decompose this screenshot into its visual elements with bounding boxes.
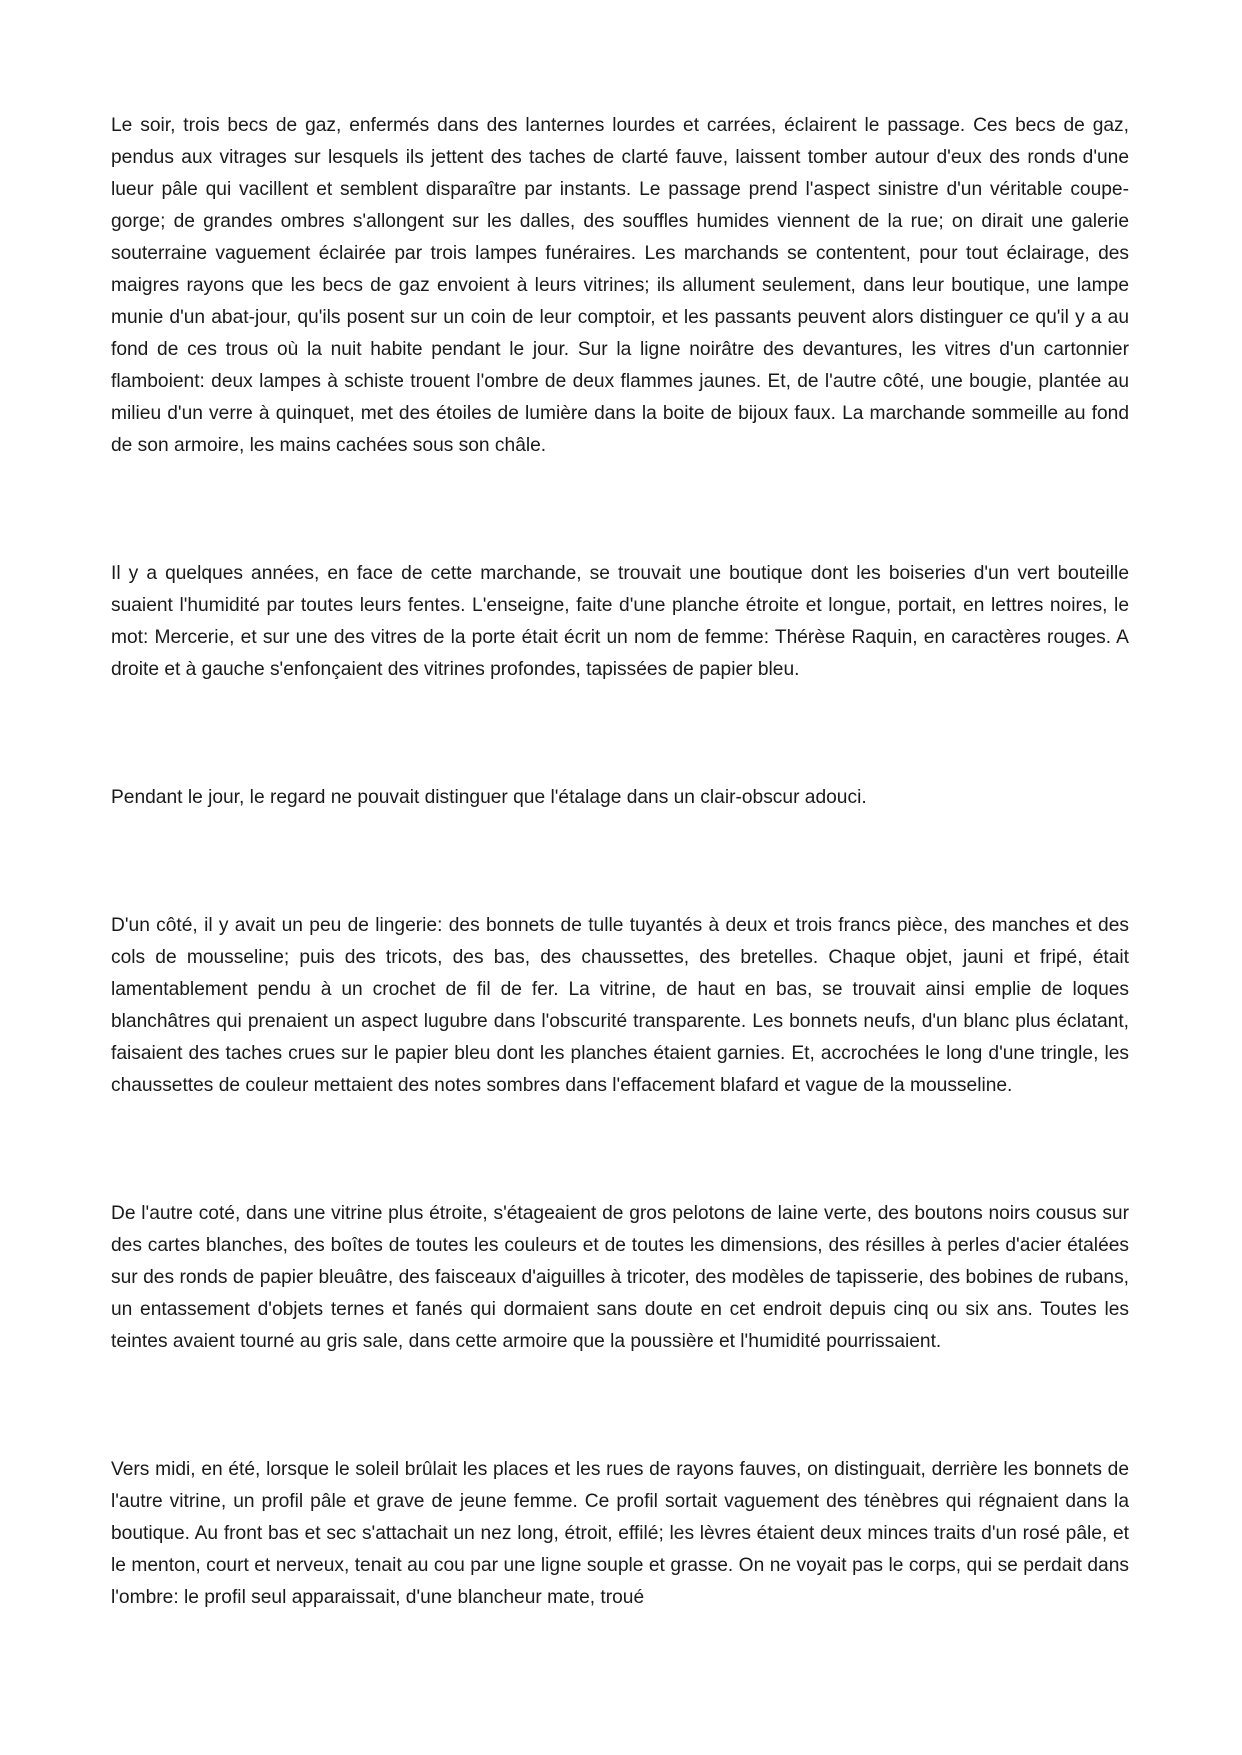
paragraph-4: D'un côté, il y avait un peu de lingerie: des bonnets de tulle tuyantés à deux et trois francs pièce, des manches et des cols de mousseline; puis des tricots, des bas, des chaussettes, des bretelles. Chaque objet, jauni et fripé, était lamentablement pendu à un crochet de fil de fer. La vitrine, de haut en bas, se trouvait ainsi emplie de loques blanchâtres qui prenaient un aspect lugubre dans l'obscurité transparente. Les bonnets neufs, d'un blanc plus éclatant, faisaient des taches crues sur le papier bleu dont les planches étaient garnies. Et, accrochées le long d'une tringle, les chaussettes de couleur mettaient des notes sombres dans l'effacement blafard et vague de la mousseline. — [111, 915, 1129, 1096]
paragraph-6: Vers midi, en été, lorsque le soleil brûlait les places et les rues de rayons fauves, on distinguait, derrière les bonnets de l'autre vitrine, un profil pâle et grave de jeune femme. Ce profil sortait vaguement des ténèbres qui régnaient dans la boutique. Au front bas et sec s'attachait un nez long, étroit, effilé; les lèvres étaient deux minces traits d'un rosé pâle, et le menton, court et nerveux, tenait au cou par une ligne souple et grasse. On ne voyait pas le corps, qui se perdait dans l'ombre: le profil seul apparaissait, d'une blancheur mate, troué — [111, 1459, 1129, 1608]
document-page — [111, 110, 1129, 1614]
paragraph-2: Il y a quelques années, en face de cette marchande, se trouvait une boutique dont les boiseries d'un vert bouteille suaient l'humidité par toutes leurs fentes. L'enseigne, faite d'une planche étroite et longue, portait, en lettres noires, le mot: Mercerie, et sur une des vitres de la porte était écrit un nom de femme: Thérèse Raquin, en caractères rouges. A droite et à gauche s'enfonçaient des vitrines profondes, tapissées de papier bleu. — [111, 563, 1129, 680]
paragraph-1: Le soir, trois becs de gaz, enfermés dans des lanternes lourdes et carrées, éclairent le passage. Ces becs de gaz, pendus aux vitrages sur lesquels ils jettent des taches de clarté fauve, laissent tomber autour d'eux des ronds d'une lueur pâle qui vacillent et semblent disparaître par instants. Le passage prend l'aspect sinistre d'un véritable coupe-gorge; de grandes ombres s'allongent sur les dalles, des souffles humides viennent de la rue; on dirait une galerie souterraine vaguement éclairée par trois lampes funéraires. Les marchands se contentent, pour tout éclairage, des maigres rayons que les becs de gaz envoient à leurs vitrines; ils allument seulement, dans leur boutique, une lampe munie d'un abat-jour, qu'ils posent sur un coin de leur comptoir, et les passants peuvent alors distinguer ce qu'il y a au fond de ces trous où la nuit habite pendant le jour. Sur la ligne noirâtre des devantures, les vitres d'un cartonnier flamboient: deux lampes à schiste trouent l'ombre de deux flammes jaunes. Et, de l'autre côté, une bougie, plantée au milieu d'un verre à quinquet, met des étoiles de lumière dans la boite de bijoux faux. La marchande sommeille au fond de son armoire, les mains cachées sous son châle. — [111, 115, 1129, 456]
paragraph-3: Pendant le jour, le regard ne pouvait distinguer que l'étalage dans un clair-obscur adouci. — [111, 787, 867, 808]
paragraph-5: De l'autre coté, dans une vitrine plus étroite, s'étageaient de gros pelotons de laine verte, des boutons noirs cousus sur des cartes blanches, des boîtes de toutes les couleurs et de toutes les dimensions, des résilles à perles d'acier étalées sur des ronds de papier bleuâtre, des faisceaux d'aiguilles à tricoter, des modèles de tapisserie, des bobines de rubans, un entassement d'objets ternes et fanés qui dormaient sans doute en cet endroit depuis cinq ou six ans. Toutes les teintes avaient tourné au gris sale, dans cette armoire que la poussière et l'humidité pourrissaient. — [111, 1203, 1129, 1352]
